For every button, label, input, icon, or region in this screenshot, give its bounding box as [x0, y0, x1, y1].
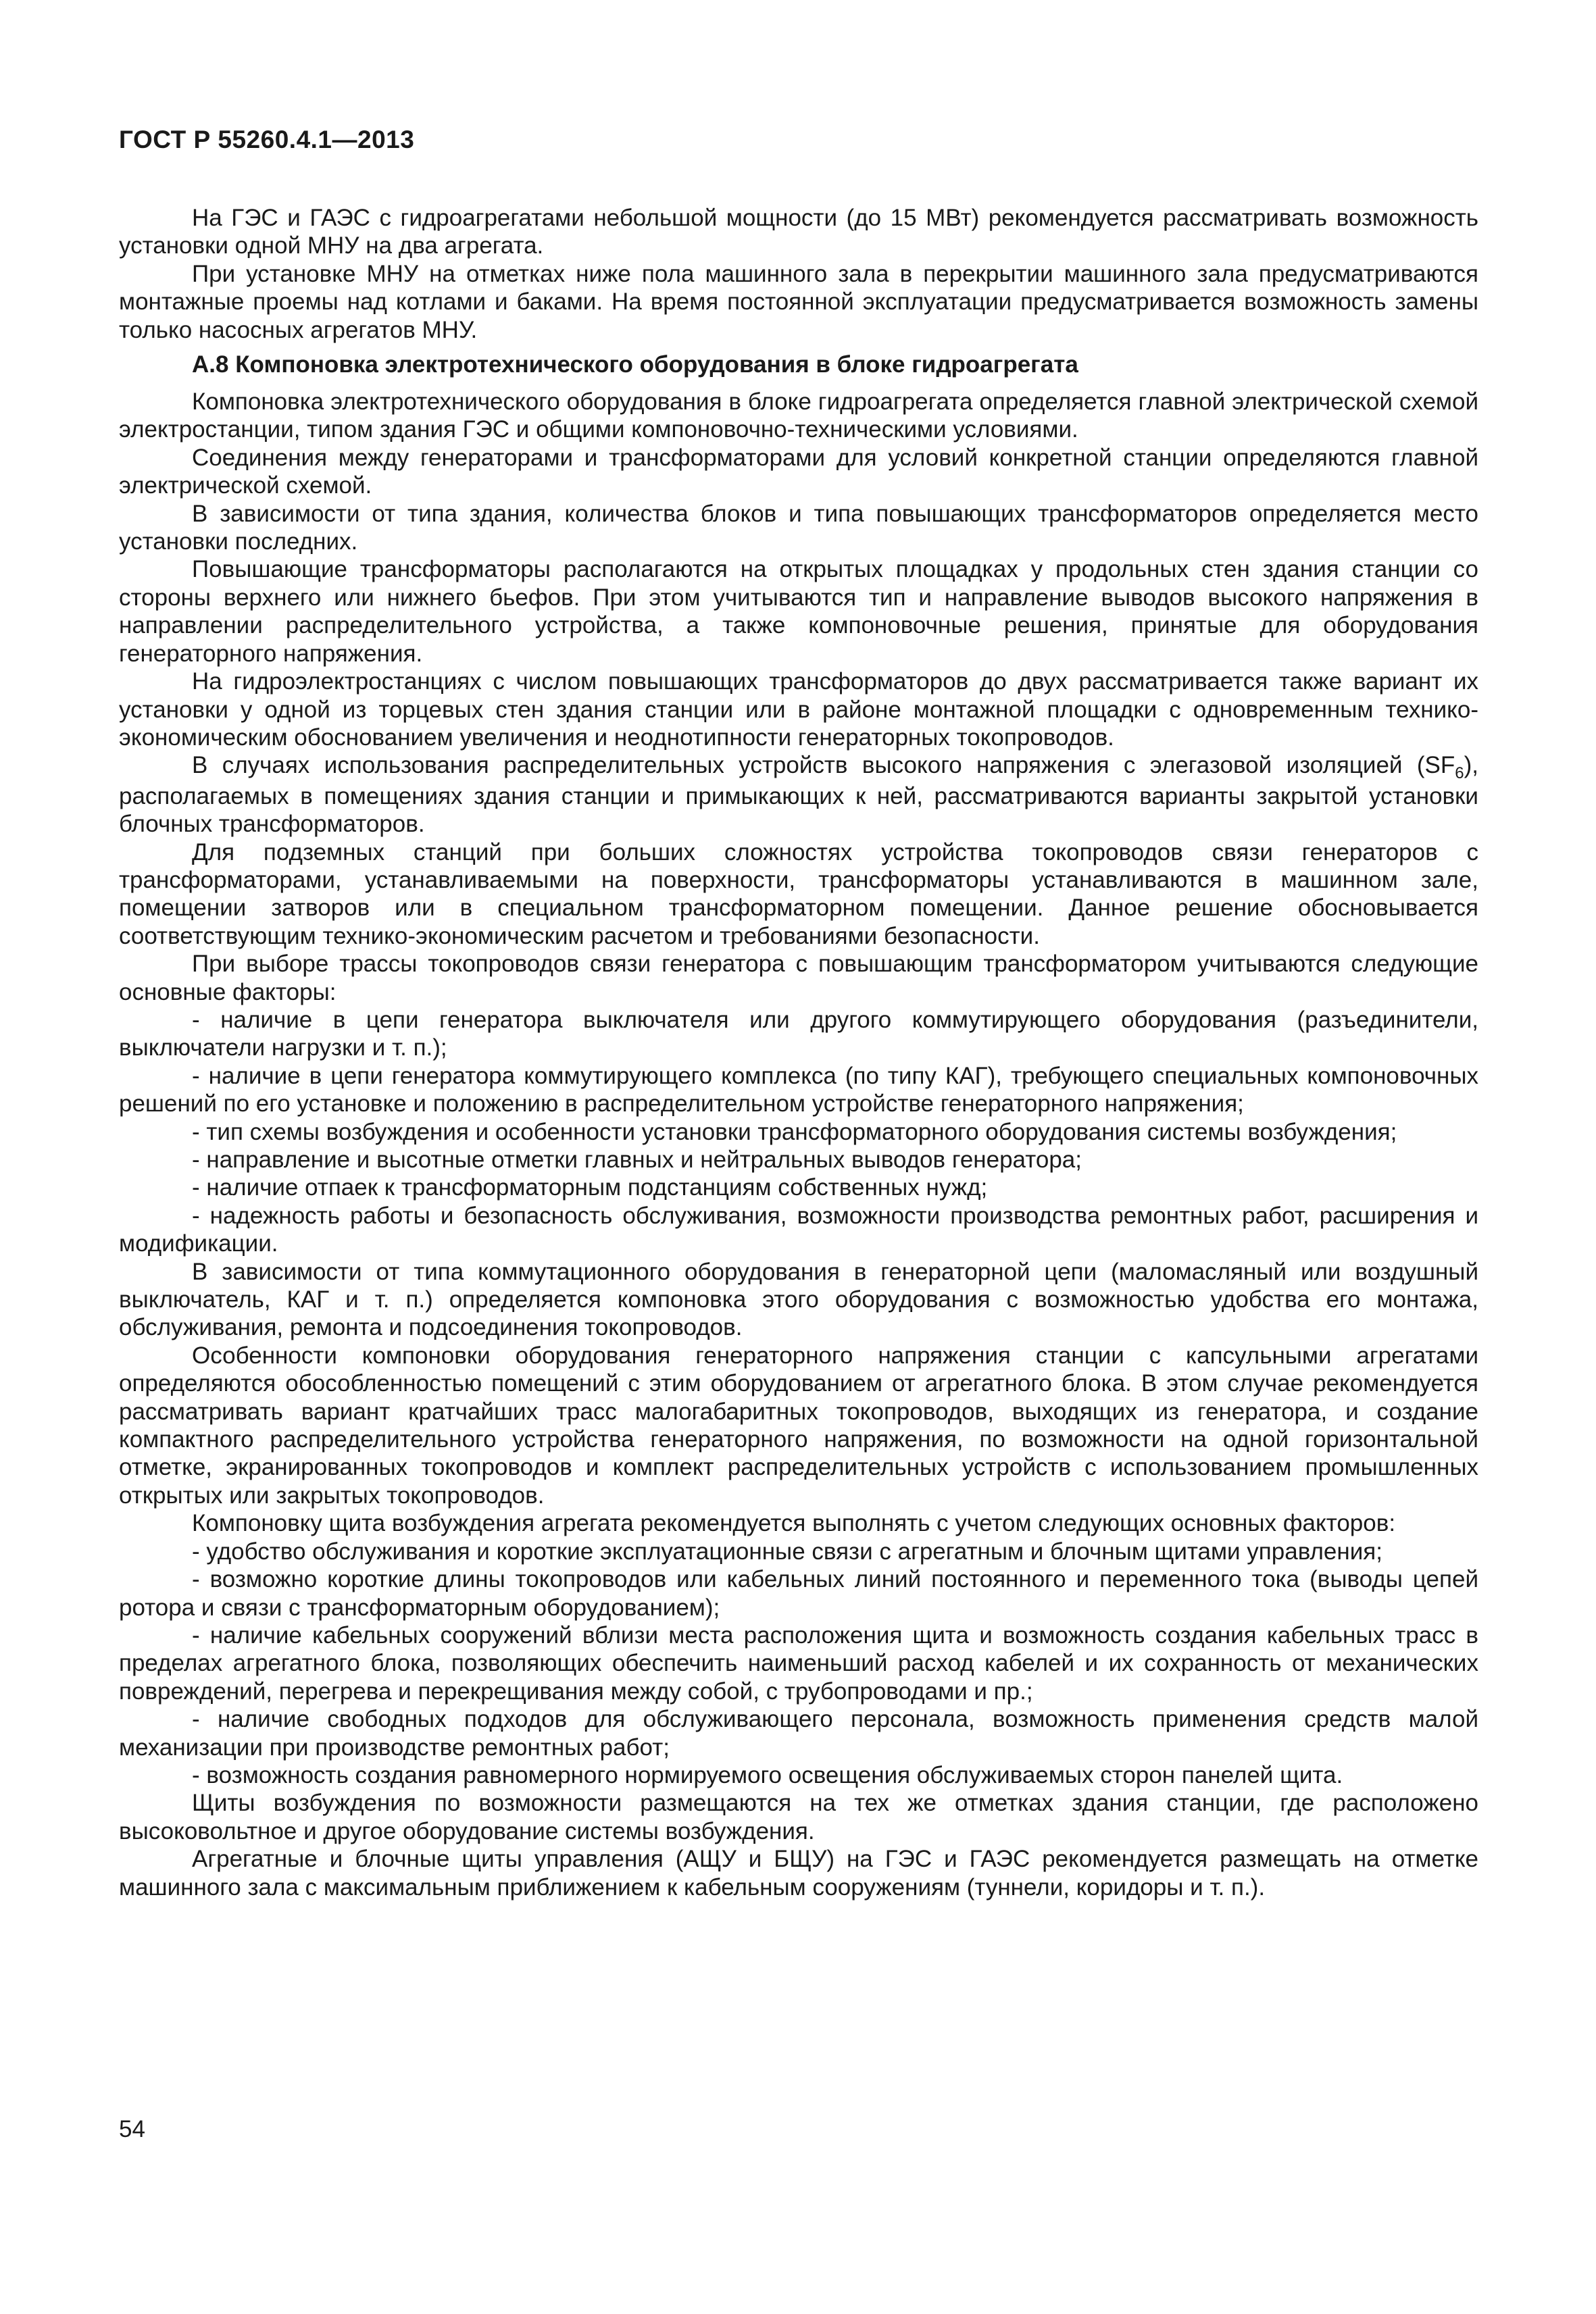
- paragraph: Повышающие трансформаторы располагаются на открытых площадках у продольных стен здания станции со стороны верхнего или нижнего бьефов. При этом учитываются тип и направление выводов высокого напряжения в направлении распределительного устройства, а также компоновочные решения, принятые для оборудования генераторного напряжения.: [119, 556, 1478, 667]
- sf6-text-before: В случаях использования распределительных устройств высокого напряжения с элегазовой изоляцией (SF: [192, 752, 1455, 779]
- list-item: - наличие отпаек к трансформаторным подстанциям собственных нужд;: [192, 1174, 988, 1201]
- document-body: [119, 204, 1478, 1901]
- list-item: - наличие свободных подходов для обслуживающего персонала, возможность применения средств малой механизации при производстве ремонтных работ;: [119, 1706, 1478, 1761]
- list-item: - наличие в цепи генератора выключателя или другого коммутирующего оборудования (разъединители, выключатели нагрузки и т. п.);: [119, 1006, 1478, 1061]
- page-number: 54: [119, 2116, 145, 2142]
- paragraph: Щиты возбуждения по возможности размещаются на тех же отметках здания станции, где расположено высоковольтное и другое оборудование системы возбуждения.: [119, 1790, 1478, 1844]
- list-item: - возможность создания равномерного нормируемого освещения обслуживаемых сторон панелей щита.: [192, 1761, 1343, 1788]
- sf6-text-after: ), располагаемых в помещениях здания станции и примыкающих к ней, рассматриваются варианты закрытой установки блочных трансформаторов.: [119, 752, 1478, 838]
- paragraph: На гидроэлектростанциях с числом повышающих трансформаторов до двух рассматривается также вариант их установки у одной из торцевых стен здания станции или в районе монтажной площадки с одновременным технико-экономическим обоснованием увеличения и неоднотипности генераторных токопроводов.: [119, 668, 1478, 751]
- list-item: - удобство обслуживания и короткие эксплуатационные связи с агрегатным и блочным щитами управления;: [192, 1538, 1382, 1565]
- paragraph: Особенности компоновки оборудования генераторного напряжения станции с капсульными агрегатами определяются обособленностью помещений с этим оборудованием от агрегатного блока. В этом случае рекомендуется рассматривать вариант кратчайших трасс малогабаритных токопроводов, выходящих из генератора, и создание компактного распределительного устройства генераторного напряжения, по возможности на одной горизонтальной отметке, экранированных токопроводов и комплект распределительных устройств с использованием промышленных открытых или закрытых токопроводов.: [119, 1342, 1478, 1509]
- paragraph: В зависимости от типа здания, количества блоков и типа повышающих трансформаторов определяется место установки последних.: [119, 500, 1478, 555]
- list-item: - возможно короткие длины токопроводов или кабельных линий постоянного и переменного тока (выводы цепей ротора и связи с трансформаторным оборудованием);: [119, 1566, 1478, 1621]
- paragraph: В зависимости от типа коммутационного оборудования в генераторной цепи (маломасляный или воздушный выключатель, КАГ и т. п.) определяется компоновка этого оборудования с возможностью удобства его монтажа, обслуживания, ремонта и подсоединения токопроводов.: [119, 1258, 1478, 1341]
- paragraph: На ГЭС и ГАЭС с гидроагрегатами небольшой мощности (до 15 МВт) рекомендуется рассматривать возможность установки одной МНУ на два агрегата.: [119, 205, 1478, 259]
- paragraph: Компоновку щита возбуждения агрегата рекомендуется выполнять с учетом следующих основных факторов:: [192, 1510, 1396, 1537]
- paragraph: Компоновка электротехнического оборудования в блоке гидроагрегата определяется главной электрической схемой электростанции, типом здания ГЭС и общими компоновочно-техническими условиями.: [119, 388, 1478, 443]
- paragraph: Соединения между генераторами и трансформаторами для условий конкретной станции определяются главной электрической схемой.: [119, 444, 1478, 499]
- sf6-paragraph: [119, 751, 1478, 838]
- list-item: - направление и высотные отметки главных и нейтральных выводов генератора;: [192, 1147, 1082, 1173]
- paragraph: При установке МНУ на отметках ниже пола машинного зала в перекрытии машинного зала предусматриваются монтажные проемы над котлами и баками. На время постоянной эксплуатации предусматривается возможность замены только насосных агрегатов МНУ.: [119, 260, 1478, 343]
- list-item: - надежность работы и безопасность обслуживания, возможности производства ремонтных работ, расширения и модификации.: [119, 1202, 1478, 1257]
- section-heading: А.8 Компоновка электротехнического оборудования в блоке гидроагрегата: [192, 351, 1078, 378]
- paragraph: Агрегатные и блочные щиты управления (АЩУ и БЩУ) на ГЭС и ГАЭС рекомендуется размещать на отметке машинного зала с максимальным приближением к кабельным сооружениям (туннели, коридоры и т. п.).: [119, 1846, 1478, 1901]
- document-header: ГОСТ Р 55260.4.1—2013: [119, 126, 415, 153]
- sf6-subscript: 6: [1455, 764, 1464, 783]
- list-item: - наличие в цепи генератора коммутирующего комплекса (по типу КАГ), требующего специальных компоновочных решений по его установке и положению в распределительном устройстве генераторного напряжения;: [119, 1062, 1478, 1117]
- list-item: - наличие кабельных сооружений вблизи места расположения щита и возможность создания кабельных трасс в пределах агрегатного блока, позволяющих обеспечить наименьший расход кабелей и их сохранность от механических повреждений, перегрева и перекрещивания между собой, с трубопроводами и пр.;: [119, 1621, 1478, 1705]
- paragraph: Для подземных станций при больших сложностях устройства токопроводов связи генераторов с трансформаторами, устанавливаемыми на поверхности, трансформаторы устанавливаются в машинном зале, помещении затворов или в специальном трансформаторном помещении. Данное решение обосновывается соответствующим технико-экономическим расчетом и требованиями безопасности.: [119, 838, 1478, 949]
- list-item: - тип схемы возбуждения и особенности установки трансформаторного оборудования системы возбуждения;: [192, 1118, 1397, 1145]
- paragraph: При выборе трассы токопроводов связи генератора с повышающим трансформатором учитываются следующие основные факторы:: [119, 951, 1478, 1005]
